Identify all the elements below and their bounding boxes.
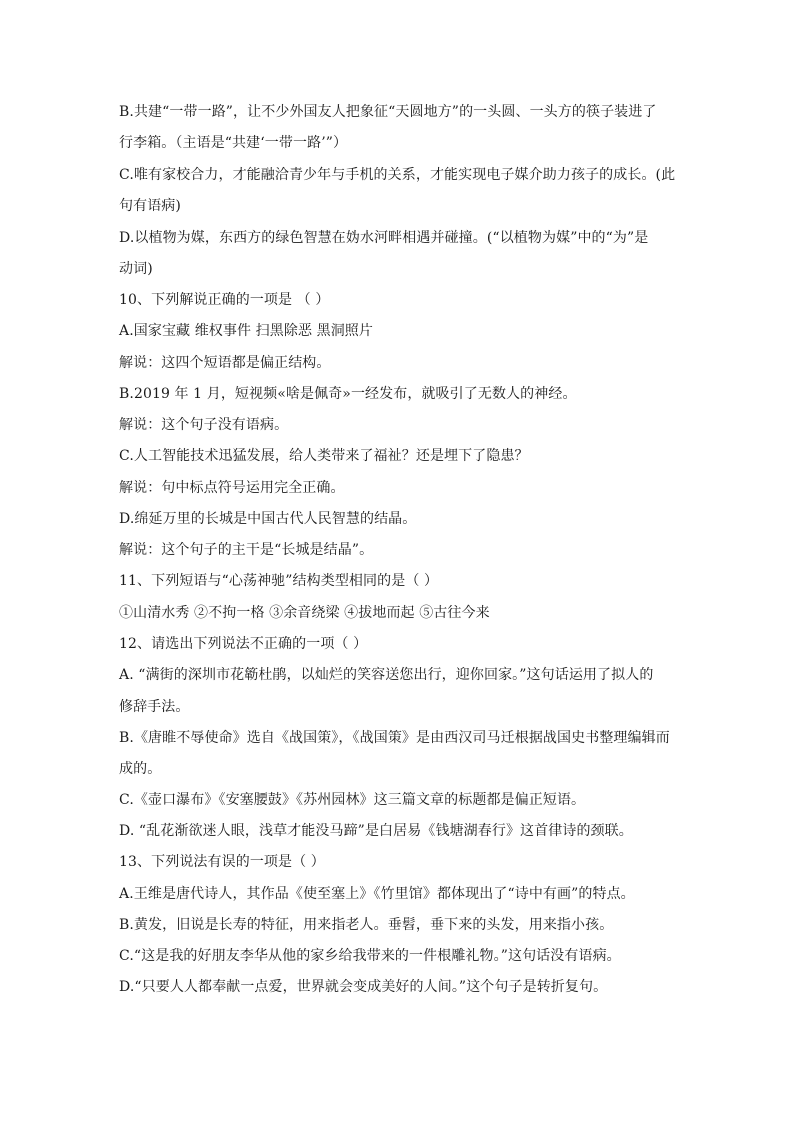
q10-option-c: C.人工智能技术迅猛发展，给人类带来了福祉？还是埋下了隐患？ — [119, 448, 529, 464]
q12-option-a-line-2: 修辞手法。 — [119, 699, 190, 715]
question-10-title: 10、下列解说正确的一项是 （ ） — [119, 292, 330, 308]
q13-option-a: A.王维是唐代诗人，其作品《使至塞上》《竹里馆》都体现出了“诗中有画”的特点。 — [119, 886, 635, 902]
q10-explanation-b: 解说：这个句子没有语病。 — [119, 417, 289, 433]
q10-option-d: D.绵延万里的长城是中国古代人民智慧的结晶。 — [119, 511, 417, 527]
option-c-line-2: 句有语病) — [119, 198, 181, 214]
option-c-line-1: C.唯有家校合力，才能融洽青少年与手机的关系，才能实现电子媒介助力孩子的成长。(此 — [119, 167, 676, 183]
option-b-line-1: B.共建“一带一路”，让不少外国友人把象征“天圆地方”的一头圆、一头方的筷子装进了 — [119, 104, 657, 120]
q13-option-d: D.“只要人人都奉献一点爱，世界就会变成美好的人间。”这个句子是转折复句。 — [119, 979, 608, 995]
q12-option-c: C.《壶口瀑布》《安塞腰鼓》《苏州园林》这三篇文章的标题都是偏正短语。 — [119, 792, 586, 808]
q10-option-a: A.国家宝藏 维权事件 扫黑除恶 黑洞照片 — [119, 323, 374, 339]
question-11-title: 11、下列短语与“心荡神驰”结构类型相同的是（ ） — [119, 573, 439, 589]
question-13-title: 13、下列说法有误的一项是（ ） — [119, 854, 325, 870]
q13-option-b: B.黄发，旧说是长寿的特征，用来指老人。垂髫，垂下来的头发，用来指小孩。 — [119, 917, 614, 933]
q11-options: ①山清水秀 ②不拘一格 ③余音绕梁 ④拔地而起 ⑤古往今来 — [119, 605, 490, 621]
q12-option-a-line-1: A. “满街的深圳市花簕杜鹃，以灿烂的笑容送您出行，迎你回家。”这句话运用了拟人的 — [119, 667, 654, 683]
question-12-title: 12、请选出下列说法不正确的一项（ ） — [119, 636, 368, 652]
option-d-line-2: 动词) — [119, 261, 153, 277]
q10-explanation-c: 解说：句中标点符号运用完全正确。 — [119, 480, 345, 496]
q12-option-d: D. “乱花渐欲迷人眼，浅草才能没马蹄”是白居易《钱塘湖春行》这首律诗的颈联。 — [119, 823, 633, 839]
option-d-line-1: D.以植物为媒，东西方的绿色智慧在妫水河畔相遇并碰撞。(“以植物为媒”中的“为”是 — [119, 230, 649, 246]
q12-option-b-line-1: B.《唐睢不辱使命》选自《战国策》，《战国策》是由西汉司马迁根据战国史书整理编辑而 — [119, 730, 670, 746]
q10-explanation-d: 解说：这个句子的主干是“长城是结晶”。 — [119, 542, 374, 558]
q10-option-b: B.2019 年 1 月，短视频«啥是佩奇»一经发布，就吸引了无数人的神经。 — [119, 386, 577, 402]
q12-option-b-line-2: 成的。 — [119, 761, 162, 777]
q13-option-c: C.“这是我的好朋友李华从他的家乡给我带来的一件根雕礼物。”这句话没有语病。 — [119, 948, 621, 964]
q10-explanation-a: 解说：这四个短语都是偏正结构。 — [119, 355, 331, 371]
option-b-line-2: 行李箱。（主语是“共建‘一带一路’”） — [119, 135, 348, 151]
